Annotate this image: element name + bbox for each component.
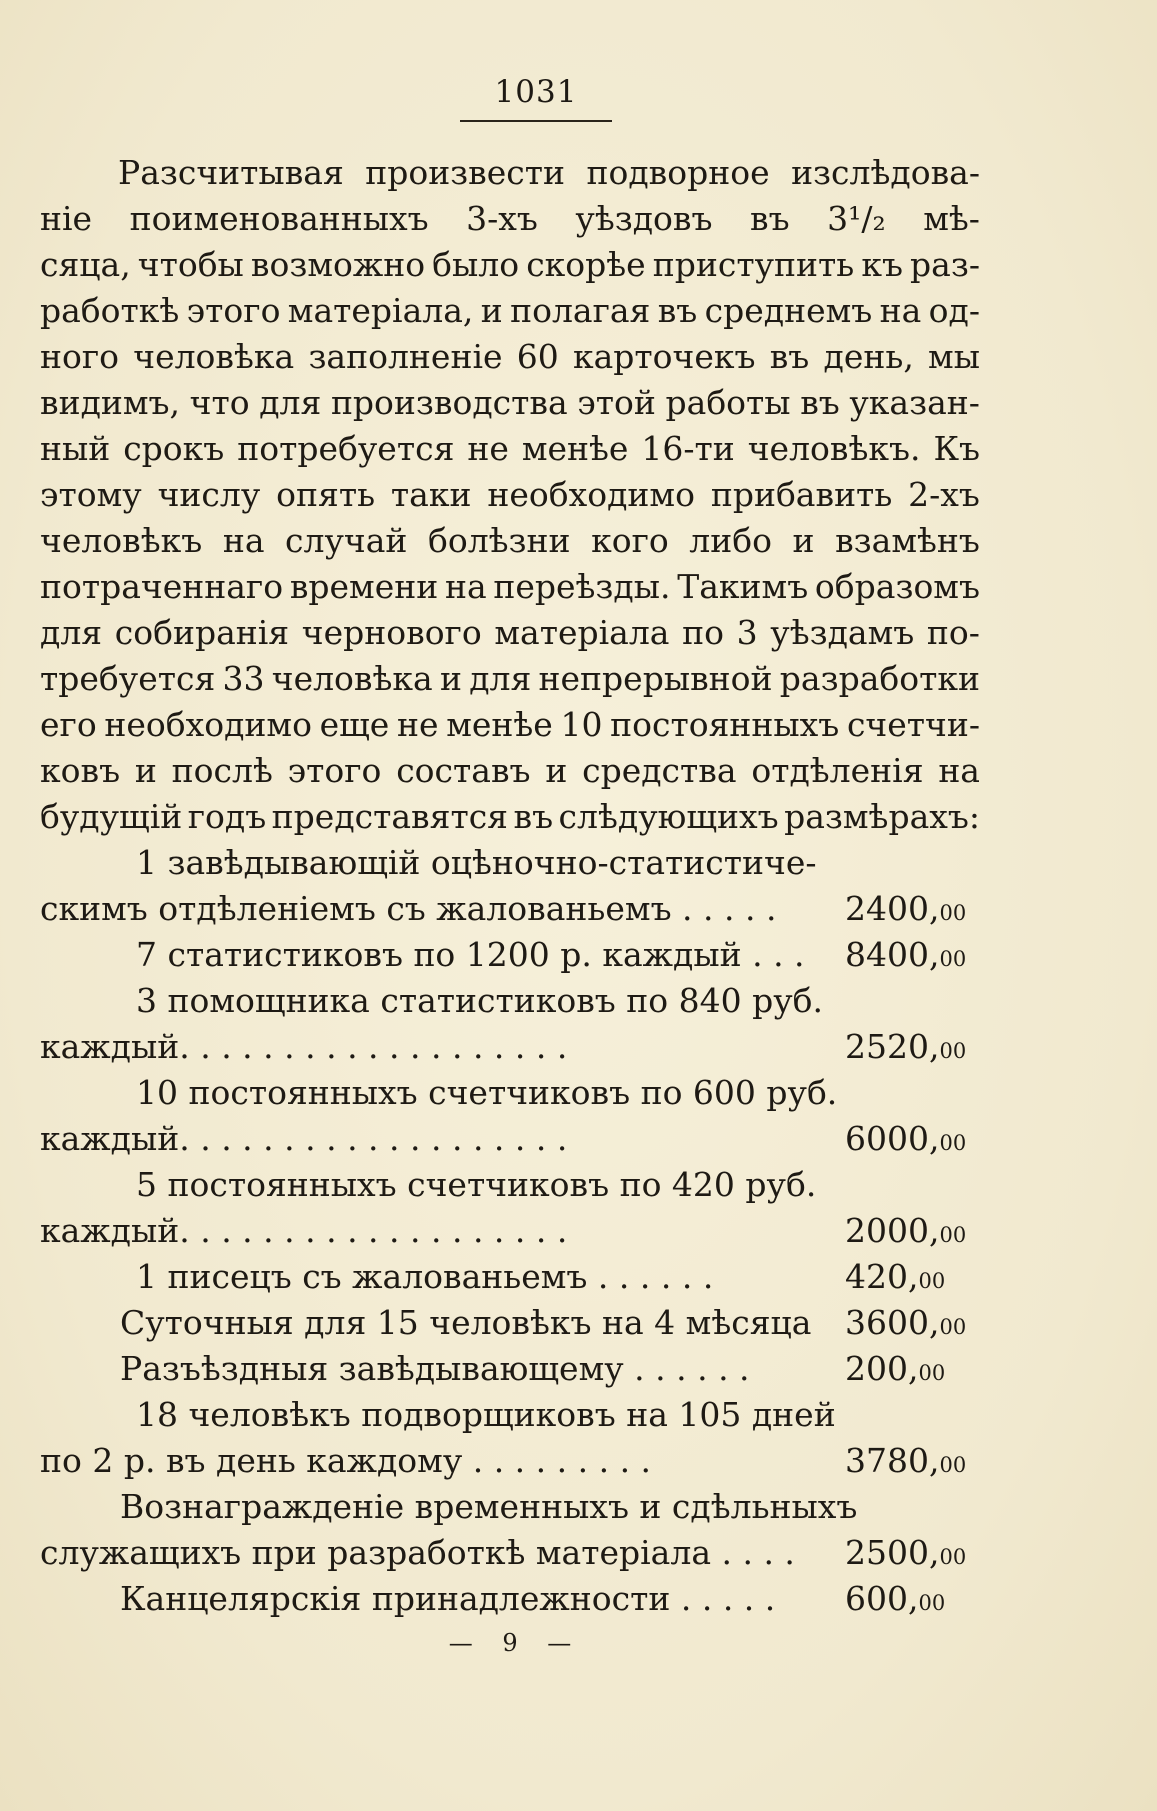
budget-item-label: Разъѣздныя завѣдывающему . . . . . . <box>120 1349 750 1388</box>
budget-item-label-cont: каждый. . . . . . . . . . . . . . . . . . . <box>40 1119 568 1158</box>
word: Такимъ <box>677 567 809 606</box>
word: было <box>432 245 520 284</box>
page-header <box>460 72 612 122</box>
word: 10 <box>560 705 603 744</box>
word: Разсчитывая <box>118 153 344 192</box>
budget-item-continuation <box>40 1024 980 1070</box>
amount-rubles: 8400, <box>845 935 940 974</box>
word: изслѣдова- <box>791 153 980 192</box>
word: менѣе <box>521 429 629 468</box>
paragraph-line <box>40 426 980 472</box>
word: потраченнаго <box>40 567 284 606</box>
word: карточекъ <box>572 337 756 376</box>
word: въ <box>769 337 810 376</box>
word: что <box>189 383 250 422</box>
word: этого <box>186 291 281 330</box>
budget-amount <box>845 1300 966 1350</box>
paragraph-line <box>40 564 980 610</box>
budget-amount <box>845 1530 966 1580</box>
amount-rubles: 2000, <box>845 1211 940 1250</box>
paragraph-line <box>40 656 980 702</box>
word: од- <box>928 291 980 330</box>
paragraph-line <box>40 748 980 794</box>
budget-amount <box>845 886 966 936</box>
word: 3 <box>736 613 758 652</box>
paragraph-line <box>40 610 980 656</box>
word: 33 <box>222 659 265 698</box>
budget-item-label: Вознагражденіе временныхъ и сдѣльныхъ <box>120 1487 858 1526</box>
amount-rubles: 2500, <box>845 1533 940 1572</box>
amount-kopecks: 00 <box>939 1315 967 1339</box>
word: послѣ <box>171 751 273 790</box>
word: будущій <box>40 797 183 836</box>
word: на <box>879 291 922 330</box>
word: и <box>439 659 462 698</box>
budget-item-label-cont: скимъ отдѣленіемъ съ жалованьемъ . . . . . <box>40 889 777 928</box>
word: человѣкъ. <box>747 429 921 468</box>
amount-kopecks: 00 <box>939 1453 967 1477</box>
amount-kopecks: 00 <box>939 1545 967 1569</box>
budget-item-label-cont: служащихъ при разработкѣ матеріала . . . . <box>40 1533 795 1572</box>
word: и <box>545 751 568 790</box>
budget-item-continuation <box>40 1530 980 1576</box>
word: этого <box>287 751 382 790</box>
footer-page-number: 9 <box>502 1629 518 1657</box>
budget-item-label: 1 писецъ съ жалованьемъ . . . . . . <box>136 1257 714 1296</box>
budget-item <box>40 1162 980 1208</box>
word: работы <box>665 383 791 422</box>
word: и <box>134 751 157 790</box>
word: и <box>480 291 503 330</box>
budget-item-continuation <box>40 1438 980 1484</box>
word: въ <box>657 291 698 330</box>
word: таки <box>390 475 472 514</box>
word: еще <box>319 705 390 744</box>
amount-rubles: 200, <box>845 1349 919 1388</box>
budget-item <box>40 1392 980 1438</box>
word: либо <box>689 521 772 560</box>
budget-item <box>40 1300 980 1346</box>
footer-dash-right: — <box>547 1629 572 1657</box>
word: необходимо <box>104 705 312 744</box>
word: человѣка <box>271 659 433 698</box>
word: не <box>397 705 439 744</box>
page-body <box>40 150 980 1622</box>
amount-rubles: 2400, <box>845 889 940 928</box>
budget-item-label: 18 человѣкъ подворщиковъ на 105 дней <box>136 1395 836 1434</box>
word: по <box>682 613 724 652</box>
word: на <box>222 521 265 560</box>
word: кого <box>591 521 669 560</box>
amount-kopecks: 00 <box>918 1591 946 1615</box>
budget-amount <box>845 1116 966 1166</box>
amount-rubles: 2520, <box>845 1027 940 1066</box>
word: работкѣ <box>40 291 180 330</box>
word: срокъ <box>123 429 225 468</box>
word: произвести <box>365 153 566 192</box>
word: видимъ, <box>40 383 181 422</box>
page-footer <box>420 1628 600 1658</box>
budget-item <box>40 840 980 886</box>
amount-rubles: 3780, <box>845 1441 940 1480</box>
word: болѣзни <box>427 521 571 560</box>
word: ный <box>40 429 111 468</box>
word: и <box>792 521 815 560</box>
word: 3¹/₂ <box>827 199 886 238</box>
budget-amount <box>845 1576 945 1626</box>
amount-rubles: 6000, <box>845 1119 940 1158</box>
amount-kopecks: 00 <box>939 1039 967 1063</box>
word: требуется <box>40 659 216 698</box>
budget-item-continuation <box>40 886 980 932</box>
word: скорѣе <box>526 245 646 284</box>
word: слѣдующихъ <box>558 797 779 836</box>
budget-amount <box>845 932 966 982</box>
word: этой <box>577 383 656 422</box>
word: мы <box>928 337 980 376</box>
word: постоянныхъ <box>610 705 840 744</box>
word: счетчи- <box>846 705 980 744</box>
budget-amount <box>845 1024 966 1074</box>
budget-item-label: 7 статистиковъ по 1200 р. каждый . . . <box>136 935 805 974</box>
paragraph-line <box>40 794 980 840</box>
amount-rubles: 600, <box>845 1579 919 1618</box>
amount-kopecks: 00 <box>918 1269 946 1293</box>
amount-kopecks: 00 <box>939 947 967 971</box>
word: отдѣленія <box>751 751 924 790</box>
budget-item-continuation <box>40 1116 980 1162</box>
word: въ <box>750 199 790 238</box>
word: для <box>469 659 532 698</box>
word: среднемъ <box>704 291 873 330</box>
word: 3-хъ <box>466 199 538 238</box>
word: полагая <box>510 291 651 330</box>
word: 16-ти <box>641 429 735 468</box>
word: собиранія <box>114 613 290 652</box>
word: числу <box>157 475 261 514</box>
budget-item-label-cont: по 2 р. въ день каждому . . . . . . . . . <box>40 1441 652 1480</box>
word: не <box>467 429 509 468</box>
word: на <box>444 567 487 606</box>
paragraph-line <box>40 150 980 196</box>
paragraph-line <box>40 196 980 242</box>
word: чтобы <box>137 245 244 284</box>
word: человѣка <box>133 337 295 376</box>
word: въ <box>513 797 554 836</box>
word: чернового <box>301 613 482 652</box>
word: уѣздовъ <box>575 199 713 238</box>
word: для <box>40 613 103 652</box>
paragraph-line <box>40 518 980 564</box>
word: въ <box>800 383 840 422</box>
budget-item <box>40 978 980 1024</box>
word: производства <box>330 383 568 422</box>
word: къ <box>861 245 903 284</box>
paragraph-line <box>40 242 980 288</box>
budget-list <box>40 840 980 1622</box>
word: ковъ <box>40 751 121 790</box>
word: по- <box>926 613 980 652</box>
budget-item <box>40 1484 980 1530</box>
paragraph-line <box>40 288 980 334</box>
budget-item <box>40 1576 980 1622</box>
amount-rubles: 3600, <box>845 1303 940 1342</box>
word: случай <box>285 521 408 560</box>
budget-item-label: 5 постоянныхъ счетчиковъ по 420 руб. <box>136 1165 817 1204</box>
word: необходимо <box>487 475 695 514</box>
budget-item-label: 3 помощника статистиковъ по 840 руб. <box>136 981 824 1020</box>
amount-kopecks: 00 <box>918 1361 946 1385</box>
budget-item-label: 1 завѣдывающій оцѣночно-статистиче- <box>136 843 817 882</box>
paragraph <box>40 150 980 840</box>
word: ного <box>40 337 120 376</box>
header-rule <box>460 120 612 122</box>
word: человѣкъ <box>40 521 203 560</box>
budget-item-continuation <box>40 1208 980 1254</box>
amount-rubles: 420, <box>845 1257 919 1296</box>
word: представятся <box>271 797 509 836</box>
word: годъ <box>187 797 267 836</box>
amount-kopecks: 00 <box>939 1131 967 1155</box>
word: образомъ <box>814 567 980 606</box>
word: потребуется <box>237 429 455 468</box>
word: матеріала <box>494 613 670 652</box>
word: ніе <box>40 199 93 238</box>
word: подворное <box>586 153 770 192</box>
word: средства <box>582 751 737 790</box>
paragraph-line <box>40 380 980 426</box>
word: опять <box>276 475 376 514</box>
word: сяца, <box>40 245 131 284</box>
budget-amount <box>845 1438 966 1488</box>
word: прибавить <box>710 475 893 514</box>
word: взамѣнъ <box>835 521 980 560</box>
budget-item-label: Канцелярскія принадлежности . . . . . <box>120 1579 776 1618</box>
word: указан- <box>849 383 980 422</box>
paragraph-line <box>40 334 980 380</box>
budget-item-label-cont: каждый. . . . . . . . . . . . . . . . . . . <box>40 1211 568 1250</box>
word: на <box>938 751 980 790</box>
word: возможно <box>250 245 426 284</box>
word: заполненіе <box>308 337 503 376</box>
word: времени <box>289 567 439 606</box>
budget-item-label: Суточныя для 15 человѣкъ на 4 мѣсяца <box>120 1303 812 1342</box>
word: поименованныхъ <box>129 199 429 238</box>
word: матеріала, <box>287 291 474 330</box>
budget-item-label: 10 постоянныхъ счетчиковъ по 600 руб. <box>136 1073 838 1112</box>
budget-amount <box>845 1254 945 1304</box>
word: мѣ- <box>923 199 980 238</box>
word: разработки <box>779 659 980 698</box>
word: день, <box>823 337 914 376</box>
word: Къ <box>933 429 980 468</box>
budget-item <box>40 1346 980 1392</box>
word: составъ <box>396 751 531 790</box>
word: 2-хъ <box>908 475 980 514</box>
word: приступить <box>652 245 855 284</box>
word: непрерывной <box>538 659 773 698</box>
word: переѣзды. <box>493 567 671 606</box>
budget-item <box>40 932 980 978</box>
word: раз- <box>910 245 980 284</box>
word: уѣздамъ <box>770 613 915 652</box>
budget-item <box>40 1254 980 1300</box>
page-number: 1031 <box>494 74 578 110</box>
budget-amount <box>845 1346 945 1396</box>
word: 60 <box>516 337 559 376</box>
footer-dash-left: — <box>448 1629 473 1657</box>
word: размѣрахъ: <box>784 797 980 836</box>
budget-item <box>40 1070 980 1116</box>
word: для <box>259 383 322 422</box>
budget-item-label-cont: каждый. . . . . . . . . . . . . . . . . . . <box>40 1027 568 1066</box>
amount-kopecks: 00 <box>939 1223 967 1247</box>
amount-kopecks: 00 <box>939 901 967 925</box>
word: менѣе <box>446 705 553 744</box>
budget-amount <box>845 1208 966 1258</box>
word: его <box>40 705 97 744</box>
paragraph-line <box>40 472 980 518</box>
word: этому <box>40 475 142 514</box>
paragraph-line <box>40 702 980 748</box>
